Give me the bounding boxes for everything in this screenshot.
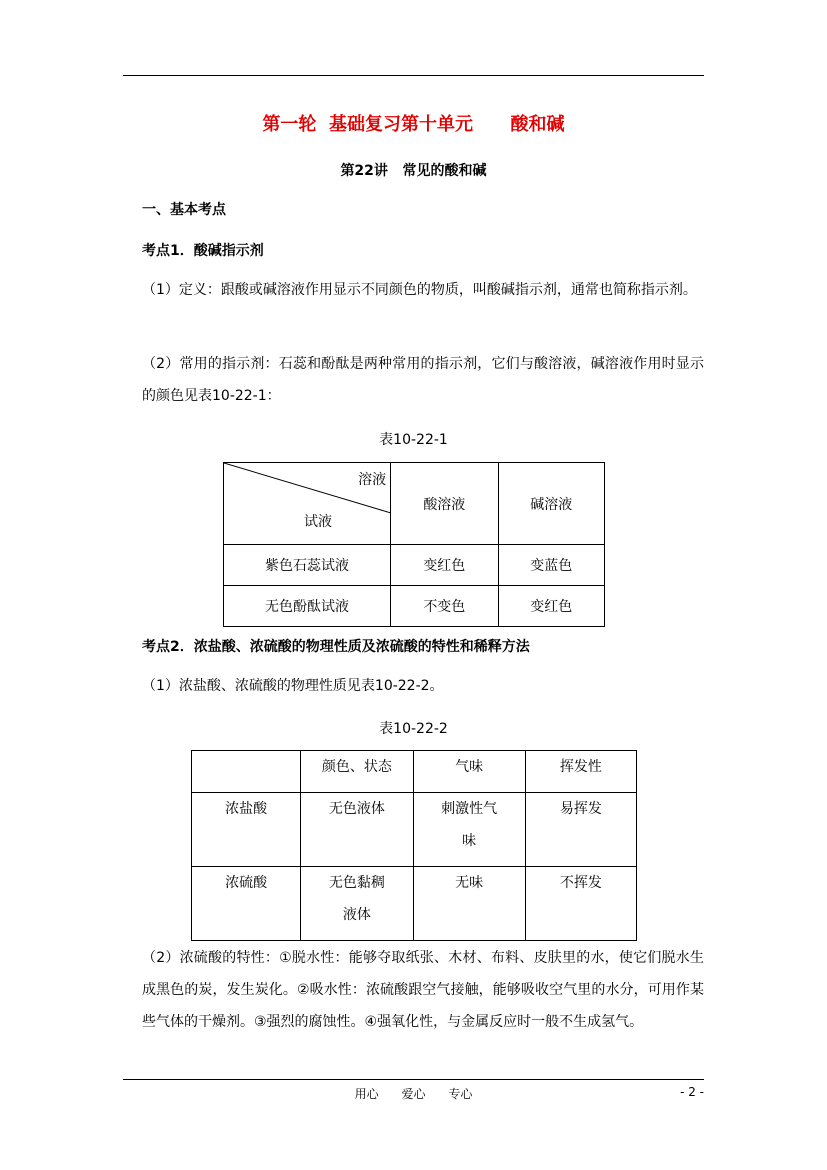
table1-header-cell: 碱溶液 xyxy=(498,463,604,545)
point1-definition: （1）定义：跟酸或碱溶液作用显示不同颜色的物质，叫酸碱指示剂，通常也简称指示剂。 xyxy=(142,282,697,298)
footer-rule xyxy=(123,1079,704,1080)
table2-cell: 不挥发 xyxy=(525,867,636,941)
table1-cell: 变红色 xyxy=(498,586,604,627)
table1-corner-solution: 溶液 xyxy=(358,472,387,488)
table1-cell: 变蓝色 xyxy=(498,545,604,586)
lecture-title: 第22讲 常见的酸和碱 xyxy=(340,163,487,179)
table2-cell xyxy=(413,793,525,867)
indicator-color-table xyxy=(223,462,605,627)
table2-cell: 无色液体 xyxy=(301,793,413,867)
table2-header-cell: 颜色、状态 xyxy=(301,751,413,793)
table1-corner-reagent: 试液 xyxy=(304,514,332,530)
table1-cell: 变红色 xyxy=(391,545,498,586)
table-row xyxy=(224,545,605,586)
header-rule xyxy=(123,75,704,76)
table2-header-cell xyxy=(192,751,301,793)
table2-cell xyxy=(301,867,413,941)
table1-cell: 无色酚酞试液 xyxy=(224,586,391,627)
point1-heading: 考点1．酸碱指示剂 xyxy=(142,243,264,259)
table-row xyxy=(192,751,637,793)
table1-cell: 紫色石蕊试液 xyxy=(224,545,391,586)
acid-properties-table xyxy=(191,750,637,941)
table2-cell-text: 刺激性气味 xyxy=(441,801,498,849)
table2-caption: 表10-22-2 xyxy=(379,721,448,737)
point2-sulfuric-acid-properties: （2）浓硫酸的特性：①脱水性：能够夺取纸张、木材、布料、皮肤里的水，使它们脱水生成黑色的炭，发生炭化。②吸水性：浓硫酸跟空气接触，能够吸收空气里的水分，可用作某些气体的干燥剂。③强烈的腐蚀性。④强氧化性，与金属反应时一般不生成氢气。 xyxy=(142,950,704,1030)
table-row xyxy=(192,867,637,941)
point2-heading: 考点2．浓盐酸、浓硫酸的物理性质及浓硫酸的特性和稀释方法 xyxy=(142,639,530,655)
table2-cell: 易挥发 xyxy=(525,793,636,867)
section-heading: 一、基本考点 xyxy=(142,202,226,218)
table2-cell-text: 无色黏稠液体 xyxy=(328,875,385,923)
table1-corner-cell xyxy=(224,463,391,545)
table1-cell: 不变色 xyxy=(391,586,498,627)
page-number: - 2 - xyxy=(680,1085,704,1099)
footer-slogan: 用心 爱心 专心 xyxy=(354,1087,473,1101)
table2-header-cell: 挥发性 xyxy=(525,751,636,793)
table-row xyxy=(224,586,605,627)
table-row xyxy=(192,793,637,867)
page-title: 第一轮 基础复习第十单元 酸和碱 xyxy=(262,114,565,135)
table1-caption: 表10-22-1 xyxy=(379,432,448,448)
table1-header-cell: 酸溶液 xyxy=(391,463,498,545)
table2-cell: 浓盐酸 xyxy=(192,793,301,867)
point1-indicators: （2）常用的指示剂：石蕊和酚酞是两种常用的指示剂，它们与酸溶液，碱溶液作用时显示的颜色见表10-22-1： xyxy=(142,356,704,404)
table2-cell: 浓硫酸 xyxy=(192,867,301,941)
table2-cell: 无味 xyxy=(413,867,525,941)
table2-header-cell: 气味 xyxy=(413,751,525,793)
point2-physical-properties: （1）浓盐酸、浓硫酸的物理性质见表10-22-2。 xyxy=(142,678,444,694)
